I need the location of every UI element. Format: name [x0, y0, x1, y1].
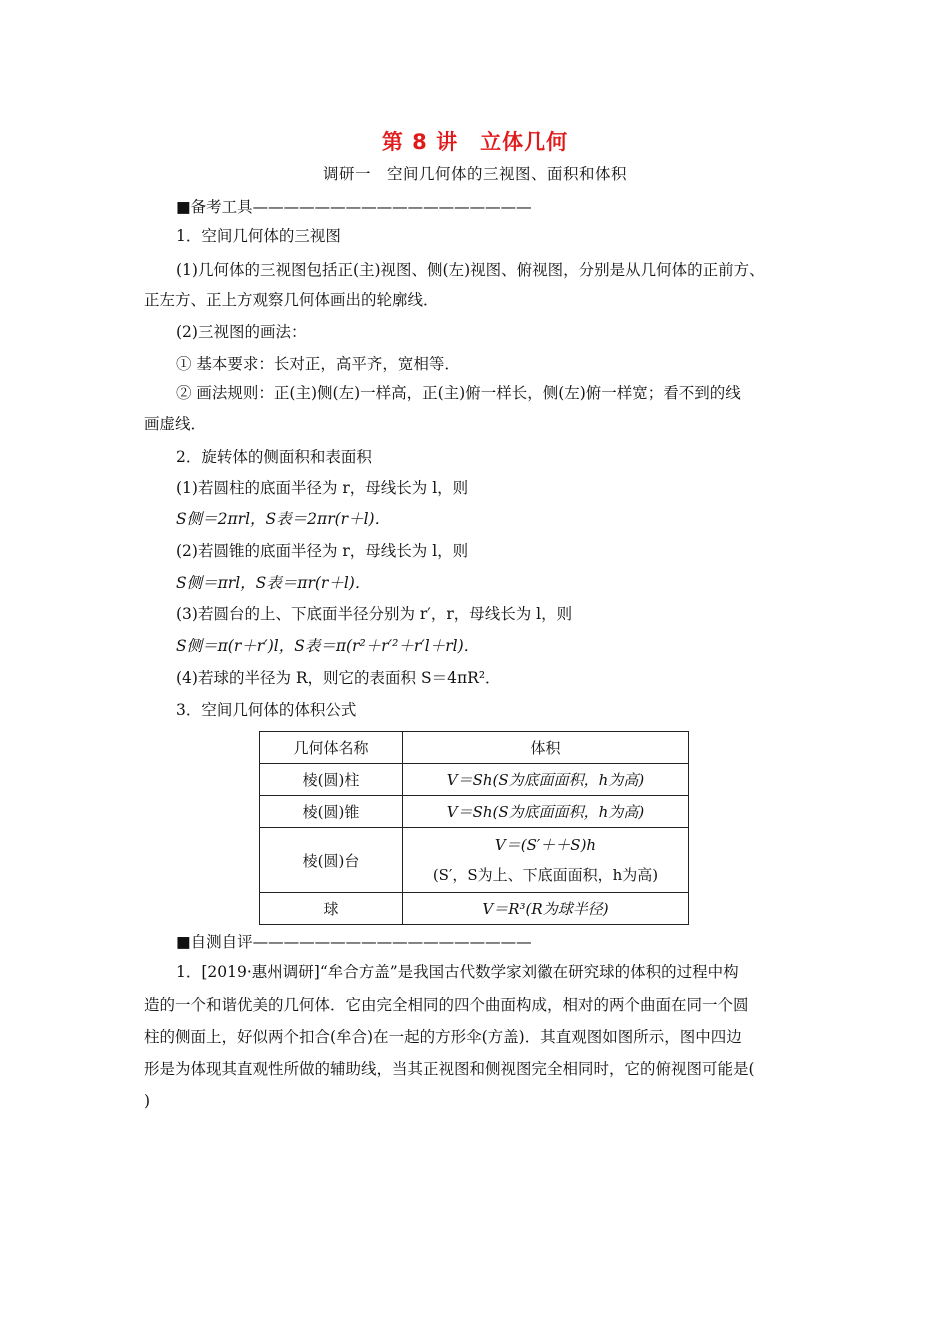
table-cell-solid-name: 棱(圆)锥	[260, 796, 403, 828]
table-cell-volume: V＝R³(R为球半径)	[403, 893, 689, 925]
paragraph-three-views-a: (1)几何体的三视图包括正(主)视图、侧(左)视图、俯视图，分别是从几何体的正前方、	[176, 261, 765, 279]
table-cell-volume	[403, 828, 689, 893]
volume-formula-table	[259, 731, 689, 925]
table-cell-solid-name: 棱(圆)柱	[260, 764, 403, 796]
section-header-prep-tools: ■备考工具——————————————————	[176, 198, 532, 216]
page-title: 第 8 讲 立体几何	[381, 130, 569, 154]
table-header-row	[260, 732, 689, 764]
heading-volume: 3．空间几何体的体积公式	[176, 701, 357, 719]
table-cell-solid-name: 棱(圆)台	[260, 828, 403, 893]
paragraph-drawing-method: (2)三视图的画法：	[176, 323, 307, 341]
section-subtitle: 调研一 空间几何体的三视图、面积和体积	[322, 165, 627, 183]
table-row	[260, 828, 689, 893]
question-1-line-2: 造的一个和谐优美的几何体．它由完全相同的四个曲面构成，相对的两个曲面在同一个圆	[144, 996, 749, 1014]
table-cell-volume: V＝Sh(S为底面面积，h为高)	[403, 764, 689, 796]
paragraph-basic-requirement: ① 基本要求：长对正，高平齐，宽相等．	[176, 355, 460, 373]
heading-surface-area: 2．旋转体的侧面积和表面积	[176, 448, 372, 466]
question-1-line-1: 1．[2019·惠州调研]“牟合方盖”是我国古代数学家刘徽在研究球的体积的过程中构	[176, 963, 739, 981]
table-cell-volume: V＝Sh(S为底面面积，h为高)	[403, 796, 689, 828]
table-cell-volume-note: (S′，S为上、下底面面积，h为高)	[432, 866, 659, 884]
paragraph-cylinder: (1)若圆柱的底面半径为 r，母线长为 l，则	[176, 479, 469, 497]
formula-cylinder: S侧＝2πrl，S表＝2πr(r＋l)．	[176, 510, 391, 528]
question-1-line-5: )	[144, 1092, 151, 1110]
table-header-cell: 体积	[403, 732, 689, 764]
paragraph-cone: (2)若圆锥的底面半径为 r，母线长为 l，则	[176, 542, 469, 560]
paragraph-three-views-b: 正左方、正上方观察几何体画出的轮廓线．	[144, 291, 439, 309]
table-row	[260, 893, 689, 925]
paragraph-drawing-rules-a: ② 画法规则：正(主)侧(左)一样高，正(主)俯一样长，侧(左)俯一样宽；看不到的线	[176, 384, 741, 402]
table-cell-solid-name: 球	[260, 893, 403, 925]
paragraph-frustum: (3)若圆台的上、下底面半径分别为 r′，r，母线长为 l，则	[176, 605, 573, 623]
question-1-line-4: 形是为体现其直观性所做的辅助线，当其正视图和侧视图完全相同时，它的俯视图可能是(	[144, 1060, 755, 1078]
section-header-self-test: ■自测自评——————————————————	[176, 933, 532, 951]
table-header-cell: 几何体名称	[260, 732, 403, 764]
question-1-line-3: 柱的侧面上，好似两个扣合(牟合)在一起的方形伞(方盖)．其直观图如图所示，图中四边	[144, 1028, 742, 1046]
formula-frustum: S侧＝π(r＋r′)l，S表＝π(r²＋r′²＋r′l＋rl)．	[176, 637, 480, 655]
table-cell-volume-formula: V＝(S′＋＋S)h	[494, 836, 597, 854]
heading-three-views: 1．空间几何体的三视图	[176, 227, 341, 245]
table-row	[260, 764, 689, 796]
paragraph-drawing-rules-b: 画虚线．	[144, 415, 207, 433]
paragraph-sphere: (4)若球的半径为 R，则它的表面积 S＝4πR²．	[176, 669, 501, 687]
formula-cone: S侧＝πrl，S表＝πr(r＋l)．	[176, 574, 371, 592]
table-row	[260, 796, 689, 828]
